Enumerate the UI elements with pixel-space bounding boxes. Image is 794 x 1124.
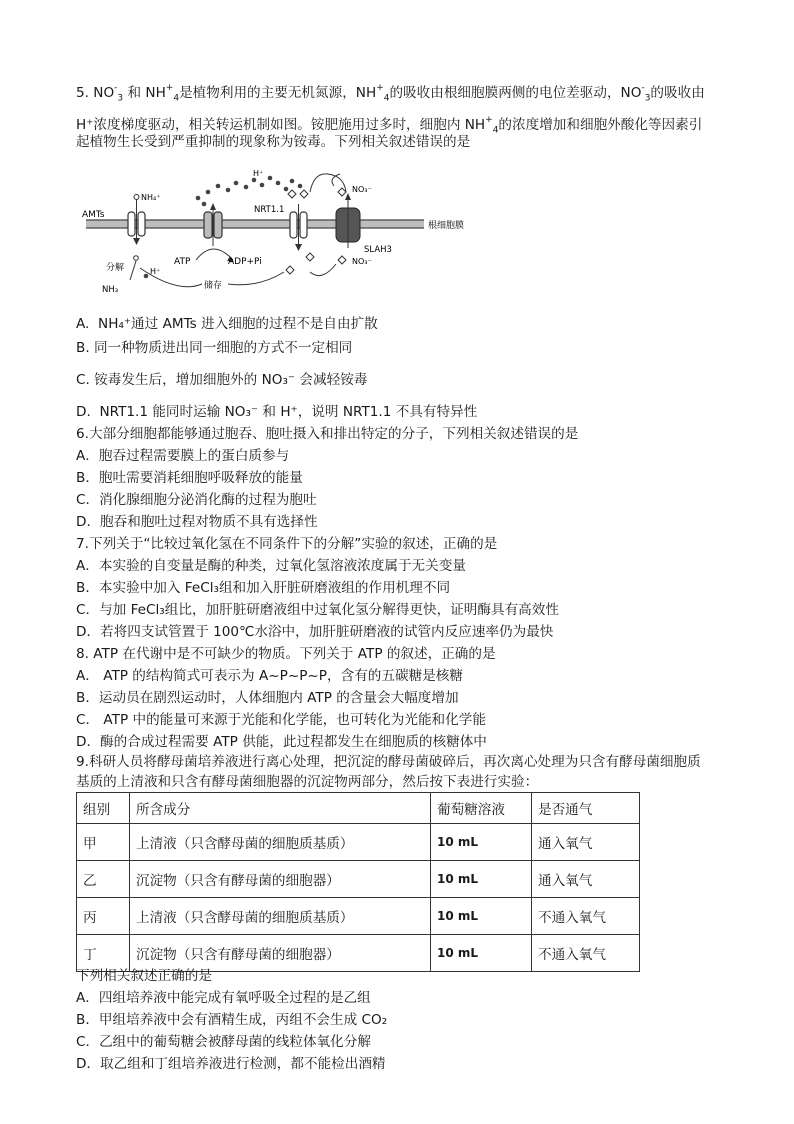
fenjie-label: 分解 [106,263,125,273]
diamond [338,188,346,196]
option-label: C. [76,372,90,388]
diamond [286,266,294,274]
q9-option-a: A．四组培养液中能完成有氧呼吸全过程的是乙组 [76,990,371,1006]
table-cell: 乙 [77,861,130,898]
amts-channel-right [138,212,145,236]
q5-stem-line1 [76,78,705,109]
sup: + [165,83,174,93]
q5-text: 5. NO [76,85,115,101]
option-label: A. [76,316,90,332]
option-text: NRT1.1 能同时运输 NO₃⁻ 和 H⁺，说明 NRT1.1 不具有特异性 [99,404,478,420]
sup: - [114,83,118,93]
table-header-cell: 是否通气 [532,793,640,824]
diamond [306,253,314,261]
sub: 4 [383,93,390,104]
q6-stem: 6.大部分细胞都能够通过胞吞、胞吐摄入和排出特定的分子，下列相关叙述错误的是 [76,426,579,442]
q9-option-b: B．甲组培养液中会有酒精生成，丙组不会生成 CO₂ [76,1012,388,1028]
sub: 3 [117,93,124,104]
q8-option-a: A． ATP 的结构简式可表示为 A~P~P~P，含有的五碳糖是核糖 [76,668,463,684]
sub: 4 [492,125,499,136]
q7-stem: 7.下列关于“比较过氧化氢在不同条件下的分解”实验的叙述，正确的是 [76,536,498,552]
q6-option-a: A．胞吞过程需要膜上的蛋白质参与 [76,448,290,464]
sub: 4 [173,93,180,104]
table-cell: 沉淀物（只含有酵母菌的细胞器） [130,861,431,898]
q5-text: 的浓度增加和细胞外酸化等因素引 [498,117,703,133]
sup: + [376,83,384,93]
fenjie-arrow [130,261,136,280]
sup: - [641,83,645,93]
table-cell: 通入氧气 [532,861,640,898]
q8-option-c: C． ATP 中的能量可来源于光能和化学能，也可转化为光能和化学能 [76,712,486,728]
q6-option-b: B．胞吐需要消耗细胞呼吸释放的能量 [76,470,303,486]
option-text: 同一种物质进出同一细胞的方式不一定相同 [93,340,353,356]
q8-option-d: D．酶的合成过程需要 ATP 供能，此过程都发生在细胞质的核糖体中 [76,734,487,750]
storage-arrow-right [228,272,284,285]
table-cell: 不通入氧气 [532,898,640,935]
adp-label: ADP+Pi [228,257,262,267]
nrt-right [300,212,307,238]
chucun-label: 储存 [204,281,223,291]
amts-arrow-head [133,238,140,245]
table-cell: 不通入氧气 [532,935,640,972]
table-cell: 通入氧气 [532,824,640,861]
no3-top-label: NO₃⁻ [352,185,372,194]
q5-text: H⁺浓度梯度驱动，相关转运机制如图。铵肥施用过多时，细胞内 NH [76,117,486,133]
proton-pump-left [204,212,212,238]
table-header-cell: 葡萄糖溶液 [431,793,532,824]
table-row [77,898,640,935]
option-text: 铵毒发生后，增加细胞外的 NO₃⁻ 会减轻铵毒 [94,372,368,388]
diamond [338,256,346,264]
table-header-cell: 所含成分 [130,793,431,824]
hplus-inside-dot [144,274,149,279]
sub: 3 [644,93,651,104]
table-cell: 上清液（只含酵母菌的细胞质基质） [130,898,431,935]
q6-option-c: C．消化腺细胞分泌消化酶的过程为胞吐 [76,492,317,508]
diamond [300,190,308,198]
table-cell: 沉淀物（只含有酵母菌的细胞器） [130,935,431,972]
hplus-dots [196,176,303,207]
nh4-top-label: NH₄⁺ [141,193,161,202]
q5-text: 的吸收由根细胞膜两侧的电位差驱动，NO [389,85,642,101]
q9-option-c: C．乙组中的葡萄糖会被酵母菌的线粒体氧化分解 [76,1034,371,1050]
q8-option-b: B．运动员在剧烈运动时，人体细胞内 ATP 的含量会大幅度增加 [76,690,459,706]
q5-text: 是植物利用的主要无机氮源，NH [179,85,377,101]
q7-option-a: A．本实验的自变量是酶的种类，过氧化氢溶液浓度属于无关变量 [76,558,466,574]
q6-option-d: D．胞吞和胞吐过程对物质不具有选择性 [76,514,318,530]
nrt-arrow-head [295,244,302,251]
q9-stem-line3: 下列相关叙述正确的是 [76,968,212,984]
q7-option-b: B．本实验中加入 FeCl₃组和加入肝脏研磨液组的作用机理不同 [76,580,451,596]
hplus-top-label: H⁺ [253,169,264,178]
nrt-label: NRT1.1 [254,205,285,215]
no3-bottom-label: NO₃⁻ [352,257,372,266]
q5-option-d [76,402,477,422]
option-text: NH₄⁺通过 AMTs 进入细胞的过程不是自由扩散 [98,316,378,332]
amts-channel-left [128,212,135,236]
table-cell: 10 mL [431,898,532,935]
option-label: B. [76,340,90,356]
q9-stem-line2: 基质的上清液和只含有酵母菌细胞器的沉淀物两部分，然后按下表进行实验： [76,774,539,790]
q7-option-d: D．若将四支试管置于 100℃水浴中，加肝脏研磨液的试管内反应速率仍为最快 [76,624,554,640]
amts-label: AMTs [82,210,105,220]
diamond [288,190,296,198]
table-cell: 丁 [77,935,130,972]
table-cell: 丙 [77,898,130,935]
table-row [77,824,640,861]
table-header-cell: 组别 [77,793,130,824]
q9-table [76,792,640,972]
q5-option-a [76,314,378,334]
q7-option-c: C．与加 FeCl₃组比，加肝脏研磨液组中过氧化氢分解得更快，证明酶具有高效性 [76,602,559,618]
nh4-inside-dot [134,256,139,261]
pump-arrow-head [210,203,216,210]
table-header-row [77,793,640,824]
table-cell: 10 mL [431,824,532,861]
option-label: D. [76,404,91,420]
table-cell: 上清液（只含酵母菌的细胞质基质） [130,824,431,861]
hplus-bottom-label: H⁺ [150,267,161,276]
nrt-left [290,212,297,238]
q9-stem-line1: 9.科研人员将酵母菌培养液进行离心处理，把沉淀的酵母菌破碎后，再次离心处理为只含有酵母菌细胞质 [76,754,701,770]
q5-option-b [76,338,352,358]
sup: + [485,115,493,125]
q5-text: 的吸收由 [650,85,705,101]
q9-option-d: D．取乙组和丁组培养液进行检测，都不能检出酒精 [76,1056,386,1072]
membrane-label: 根细胞膜 [428,221,465,231]
q5-text: 和 NH [127,85,166,101]
table-cell: 甲 [77,824,130,861]
nh3-label: NH₃ [102,285,119,295]
atp-label: ATP [174,257,191,267]
no3-loop [332,174,340,186]
slah3-label: SLAH3 [364,245,392,255]
table-cell: 10 mL [431,935,532,972]
transport-diagram [78,168,478,302]
nh4-dot [134,195,139,200]
proton-pump-right [214,212,222,238]
table-row [77,861,640,898]
slah3-arrow-head [345,193,351,200]
table-cell: 10 mL [431,861,532,898]
q5-option-c [76,370,367,390]
bottom-loop-arrow [310,264,336,276]
q5-stem-line3: 起植物生长受到严重抑制的现象称为铵毒。下列相关叙述错误的是 [76,134,471,150]
q8-stem: 8. ATP 在代谢中是不可缺少的物质。下列关于 ATP 的叙述，正确的是 [76,646,496,662]
